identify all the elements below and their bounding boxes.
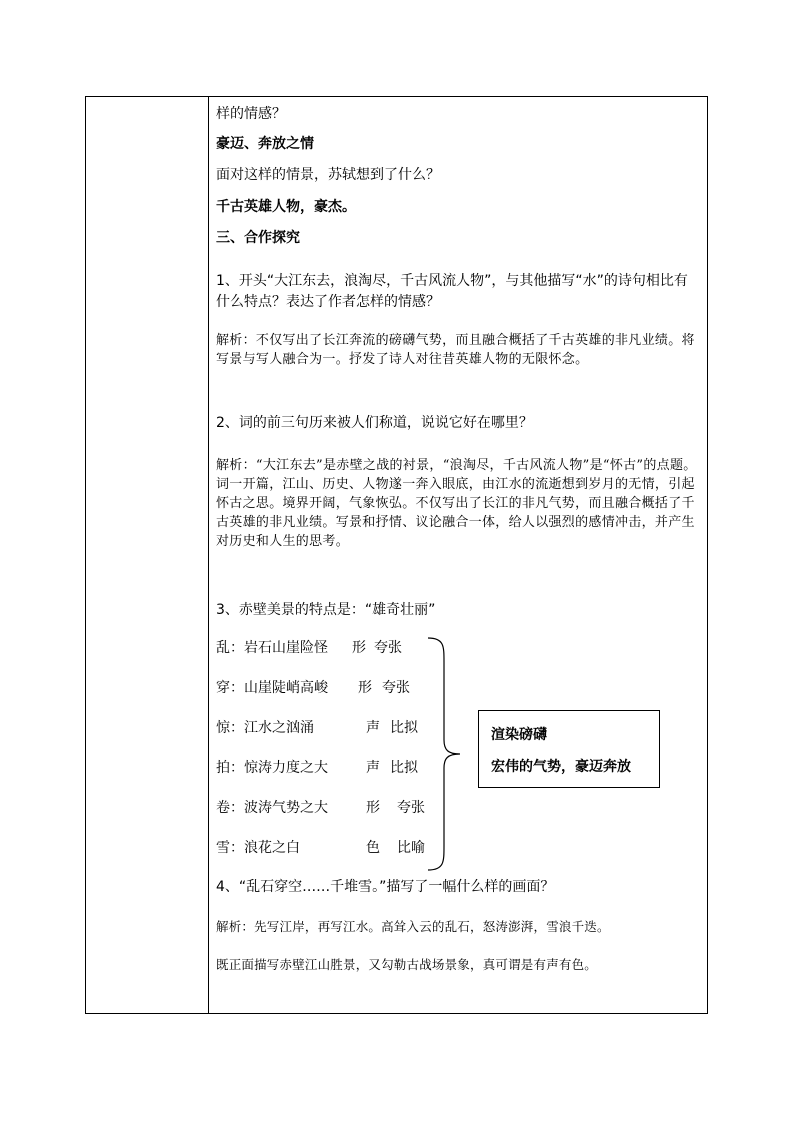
question-line: 面对这样的情景，苏轼想到了什么？ — [216, 167, 440, 183]
summary-line: 宏伟的气势，豪迈奔放 — [491, 759, 631, 775]
feature-device: 比喻 — [397, 840, 425, 856]
question-4: 4、“乱石穿空……千堆雪。”描写了一幅什么样的画面？ — [216, 879, 555, 895]
feature-word: 卷：波涛气势之大 — [216, 800, 328, 816]
answer-bold: 千古英雄人物，豪杰。 — [216, 199, 356, 215]
section-heading: 三、合作探究 — [216, 230, 300, 246]
right-brace-icon — [420, 636, 468, 872]
text-line: 样的情感？ — [216, 106, 286, 122]
feature-type: 形 — [352, 640, 366, 656]
left-column-cell — [86, 97, 208, 1013]
feature-type: 声 — [366, 760, 380, 776]
feature-device: 夸张 — [382, 680, 410, 696]
question-2: 2、词的前三句历来被人们称道，说说它好在哪里？ — [216, 415, 533, 431]
feature-type: 形 — [358, 680, 372, 696]
feature-word: 穿：山崖陡峭高峻 — [216, 680, 328, 696]
feature-device: 比拟 — [390, 760, 418, 776]
feature-device: 比拟 — [390, 720, 418, 736]
summary-box — [478, 710, 660, 788]
analysis-1: 解析：不仅写出了长江奔流的磅礴气势，而且融合概括了千古英雄的非凡业绩。将写景与写人融合为一。抒发了诗人对往昔英雄人物的无限怀念。 — [216, 333, 695, 367]
feature-word: 乱：岩石山崖险怪 — [216, 640, 328, 656]
analysis-4-cont: 既正面描写赤壁江山胜景，又勾勒古战场景象，真可谓是有声有色。 — [216, 957, 598, 972]
question-3: 3、赤壁美景的特点是：“雄奇壮丽” — [216, 602, 436, 618]
feature-word: 拍：惊涛力度之大 — [216, 760, 328, 776]
feature-type: 声 — [366, 720, 380, 736]
feature-device: 夸张 — [374, 640, 402, 656]
analysis-4: 解析：先写江岸，再写江水。高耸入云的乱石，怒涛澎湃，雪浪千迭。 — [216, 919, 610, 934]
feature-type: 色 — [366, 840, 380, 856]
analysis-2: 解析：“大江东去”是赤壁之战的衬景，“浪淘尽，千古风流人物”是“怀古”的点题。词一开篇，江山、历史、人物遂一奔入眼底，由江水的流逝想到岁月的无情，引起怀古之思。境界开阔，气象恢弘。不仅写出了长江的非凡气势，而且融合概括了千古英雄的非凡业绩。写景和抒情、议论融合一体，给人以强烈的感情冲击，并产生对历史和人生的思考。 — [216, 458, 697, 549]
summary-line: 渲染磅礴 — [491, 727, 547, 743]
feature-word: 惊：江水之汹涌 — [216, 720, 314, 736]
feature-device: 夸张 — [397, 800, 425, 816]
feature-word: 雪：浪花之白 — [216, 840, 300, 856]
answer-bold: 豪迈、奔放之情 — [216, 136, 314, 152]
question-1: 1、开头“大江东去，浪淘尽，千古风流人物”，与其他描写“水”的诗句相比有什么特点？表达了作者怎样的情感？ — [216, 273, 688, 310]
lesson-table — [85, 96, 708, 1014]
column-divider — [208, 97, 209, 1013]
feature-type: 形 — [366, 800, 380, 816]
